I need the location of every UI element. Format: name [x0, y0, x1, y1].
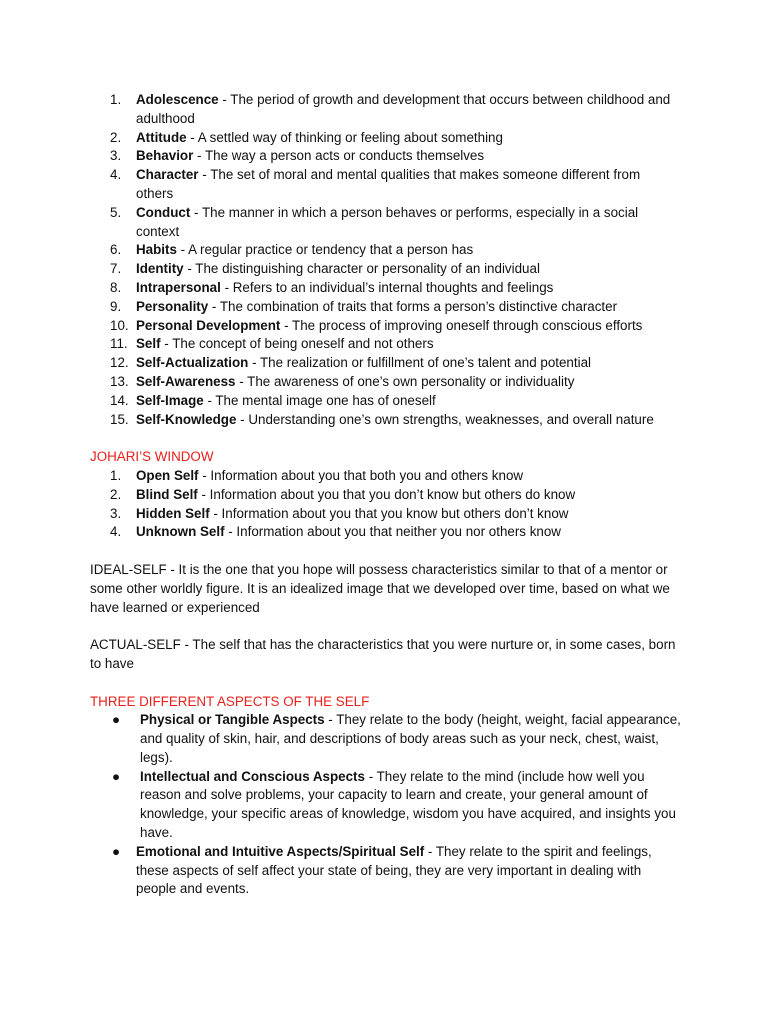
bullet-icon: ● — [112, 843, 121, 859]
definition: - They relate to the spirit and feelings, these aspects of self affect your state of being, they are very important in dealing with people and events. — [136, 843, 652, 897]
list-item — [90, 392, 680, 411]
term: Personal Development — [136, 317, 281, 333]
definition: - The awareness of one’s own personality or individuality — [235, 373, 575, 389]
list-number: 9. — [110, 298, 122, 314]
definition: - They relate to the body (height, weight, facial appearance, and quality of skin, hair, and descriptions of body areas such as your neck, chest, waist, legs). — [140, 712, 681, 765]
definition: - The manner in which a person behaves or performs, especially in a social context — [136, 204, 639, 239]
definition: - The realization or fulfillment of one’s talent and potential — [248, 355, 592, 371]
definition: - Information about you that neither you nor others know — [224, 524, 561, 540]
term: Personality — [136, 298, 209, 314]
johari-heading: JOHARI’S WINDOW — [90, 449, 214, 465]
johari-list — [90, 467, 680, 542]
list-number: 4. — [110, 524, 122, 540]
definition: - Refers to an individual’s internal thoughts and feelings — [220, 279, 554, 295]
term: Self-Awareness — [136, 373, 236, 389]
spacer — [90, 674, 680, 693]
list-number: 2. — [110, 486, 122, 502]
term: Identity — [136, 261, 184, 277]
list-number: 8. — [110, 279, 122, 295]
list-number: 3. — [110, 505, 122, 521]
term: Self-Actualization — [136, 355, 249, 371]
term: Unknown Self — [136, 524, 225, 540]
list-item — [90, 354, 680, 373]
list-number: 1. — [110, 92, 122, 107]
list-item — [90, 317, 680, 336]
definition: - Information about you that you don’t know but others do know — [197, 486, 576, 502]
term: Open Self — [136, 467, 199, 483]
list-item — [90, 768, 680, 843]
definition: - The combination of traits that forms a person’s distinctive character — [208, 298, 618, 314]
list-item — [90, 373, 680, 392]
list-item — [90, 298, 680, 317]
list-number: 4. — [110, 167, 122, 183]
list-number: 6. — [110, 242, 122, 258]
list-item — [90, 467, 680, 486]
definition: - The way a person acts or conducts themselves — [193, 148, 485, 164]
definition: - Information about you that both you and others know — [198, 467, 524, 483]
list-item — [90, 411, 680, 430]
definition: - The period of growth and development that occurs between childhood and adulthood — [136, 92, 671, 126]
list-item — [90, 204, 680, 242]
list-item — [90, 843, 680, 899]
term: Intellectual and Conscious Aspects — [140, 768, 365, 784]
list-number: 1. — [110, 467, 122, 483]
definition: - Information about you that you know but others don’t know — [209, 505, 569, 521]
terms-list — [90, 91, 680, 429]
ideal-self-paragraph: IDEAL-SELF - It is the one that you hope will possess characteristics similar to that of a mentor or some other worldly figure. It is an idealized image that we developed over time, based on what we have learned or experienced — [90, 561, 670, 615]
term: Blind Self — [136, 486, 198, 502]
term: Self-Knowledge — [136, 411, 237, 427]
list-item — [90, 523, 680, 542]
definition: - A regular practice or tendency that a person has — [176, 242, 474, 258]
list-number: 5. — [110, 204, 122, 220]
definition: - The set of moral and mental qualities that makes someone different from others — [136, 167, 641, 201]
list-item — [90, 147, 680, 166]
term: Behavior — [136, 148, 194, 164]
term: Self-Image — [136, 392, 204, 408]
list-number: 12. — [110, 355, 129, 371]
definition: - The process of improving oneself through conscious efforts — [280, 317, 643, 333]
spacer — [90, 542, 680, 561]
bullet-icon: ● — [112, 712, 121, 728]
actual-self-paragraph: ACTUAL-SELF - The self that has the characteristics that you were nurture or, in some cases, born to have — [90, 637, 676, 671]
definition: - The distinguishing character or personality of an individual — [183, 261, 540, 277]
spacer — [90, 429, 680, 448]
list-item — [90, 711, 680, 767]
list-item — [90, 241, 680, 260]
list-item — [90, 335, 680, 354]
term: Habits — [136, 242, 177, 258]
list-number: 11. — [110, 336, 128, 352]
definition: - The concept of being oneself and not others — [160, 336, 434, 352]
list-number: 13. — [110, 373, 129, 389]
term: Physical or Tangible Aspects — [140, 712, 325, 728]
definition: - A settled way of thinking or feeling about something — [186, 129, 503, 145]
list-item — [90, 279, 680, 298]
list-number: 14. — [110, 392, 129, 408]
term: Conduct — [136, 204, 191, 220]
document-page — [90, 91, 680, 899]
list-number: 3. — [110, 148, 122, 164]
list-item — [90, 260, 680, 279]
list-number: 2. — [110, 129, 122, 145]
term: Self — [136, 336, 161, 352]
list-number: 7. — [110, 261, 122, 277]
list-number: 15. — [110, 411, 129, 427]
definition: - They relate to the mind (include how well you reason and solve problems, your capacity to learn and create, your general amount of knowledge, your specific areas of knowledge, wisdom you have acquired, and insights you have. — [140, 768, 676, 841]
aspects-list — [90, 711, 680, 899]
list-item — [90, 505, 680, 524]
term: Intrapersonal — [136, 279, 221, 295]
spacer — [90, 617, 680, 636]
definition: - The mental image one has of oneself — [203, 392, 436, 408]
list-item — [90, 486, 680, 505]
definition: - Understanding one’s own strengths, weaknesses, and overall nature — [236, 411, 654, 427]
list-number: 10. — [110, 317, 129, 333]
term: Emotional and Intuitive Aspects/Spiritual Self — [136, 843, 425, 859]
aspects-heading: THREE DIFFERENT ASPECTS OF THE SELF — [90, 693, 370, 709]
bullet-icon: ● — [112, 768, 121, 784]
list-item — [90, 129, 680, 148]
term: Character — [136, 167, 199, 183]
term: Attitude — [136, 129, 187, 145]
term: Hidden Self — [136, 505, 210, 521]
list-item — [90, 91, 680, 129]
term: Adolescence — [136, 92, 219, 107]
list-item — [90, 166, 680, 204]
